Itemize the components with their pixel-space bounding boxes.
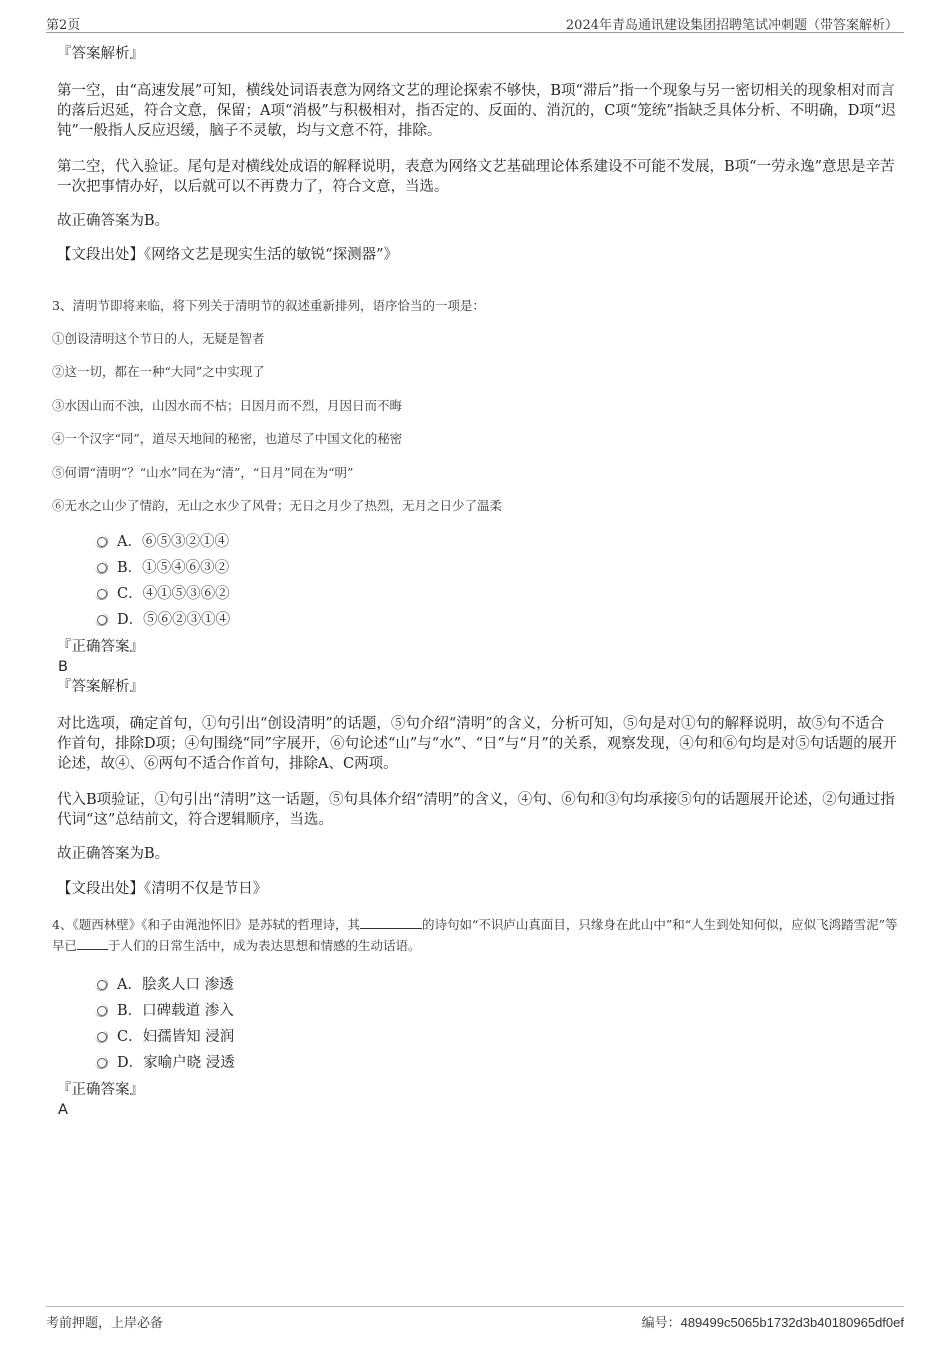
analysis-conclusion: 故正确答案为B。 bbox=[57, 213, 170, 229]
sentence-item: ①创设清明这个节日的人，无疑是智者 bbox=[52, 331, 265, 346]
analysis-paragraph: 代入B项验证，①句引出“清明”这一话题，⑤句具体介绍“清明”的含义，④句、⑥句和③句均承接⑤句的话题展开论述，②句通过指代词“这”总结前文，符合逻辑顺序，当选。 bbox=[57, 792, 895, 828]
option-label: D．⑤⑥②③①④ bbox=[117, 612, 231, 628]
sentence-item: ④一个汉字“同”，道尽天地间的秘密，也道尽了中国文化的秘密 bbox=[52, 431, 403, 446]
option-d[interactable] bbox=[97, 607, 898, 633]
question-stem bbox=[52, 914, 898, 956]
correct-answer-value: B bbox=[58, 659, 68, 675]
page-header bbox=[46, 12, 904, 33]
analysis-conclusion: 故正确答案为B。 bbox=[57, 846, 170, 862]
option-d[interactable] bbox=[97, 1050, 898, 1076]
sentence-item: ⑤何谓“清明”？“山水”同在为“清”，“日月”同在为“明” bbox=[52, 465, 354, 480]
code-label: 编号： bbox=[641, 1316, 681, 1331]
footer-slogan: 考前押题，上岸必备 bbox=[46, 1316, 164, 1331]
analysis-paragraph: 第一空，由“高速发展”可知，横线处词语表意为网络文艺的理论探索不够快，B项“滞后”指一个现象与另一密切相关的现象相对而言的落后迟延，符合文意，保留；A项“消极”与积极相对，指否定的、反面的、消沉的，C项“笼统”指缺乏具体分析、不明确，D项“迟钝”一般指人反应迟缓，脑子不灵敏，均与文意不符，排除。 bbox=[57, 83, 896, 139]
sentence-item: ⑥无水之山少了情韵，无山之水少了风骨；无日之月少了热烈，无月之日少了温柔 bbox=[52, 498, 503, 513]
option-a[interactable] bbox=[97, 529, 898, 555]
option-label: A．脍炙人口 渗透 bbox=[117, 977, 234, 993]
radio-icon[interactable] bbox=[97, 537, 107, 547]
document-title: 2024年青岛通讯建设集团招聘笔试冲刺题（带答案解析） bbox=[565, 18, 898, 33]
correct-answer-label: 『正确答案』 bbox=[57, 639, 144, 655]
blank-2 bbox=[77, 937, 108, 950]
option-label: B．口碑载道 渗入 bbox=[117, 1003, 234, 1019]
option-label: C．妇孺皆知 浸润 bbox=[117, 1029, 235, 1045]
stem-text: 的诗句如“不识庐山真面目，只缘身在此山中”和“人生到处知何似，应似飞鸿踏雪泥”等早已 bbox=[52, 917, 898, 953]
code-value: 489499c5065b1732d3b40180965df0ef bbox=[680, 1315, 904, 1330]
question-3 bbox=[52, 295, 898, 899]
passage-source: 【文段出处】《网络文艺是现实生活的敏锐“探测器”》 bbox=[57, 247, 399, 263]
page-content bbox=[52, 44, 898, 1120]
footer-divider bbox=[46, 1306, 904, 1307]
analysis-paragraph: 对比选项，确定首句，①句引出“创设清明”的话题，⑤句介绍“清明”的含义，分析可知，⑤句是对①句的解释说明，故⑤句不适合作首句，排除D项；④句围绕“同”字展开，⑥句论述“山”与“水”、“日”与“月”的关系，观察发现，④句和⑥句均是对⑤句话题的展开论述，故④、⑥两句不适合作首句，排除A、C两项。 bbox=[57, 716, 897, 772]
radio-icon[interactable] bbox=[97, 1032, 107, 1042]
radio-icon[interactable] bbox=[97, 1058, 107, 1068]
option-label: C．④①⑤③⑥② bbox=[117, 586, 230, 602]
option-list bbox=[97, 529, 898, 633]
radio-icon[interactable] bbox=[97, 563, 107, 573]
question-4 bbox=[52, 914, 898, 1120]
option-c[interactable] bbox=[97, 1024, 898, 1050]
correct-answer-value: A bbox=[58, 1102, 68, 1118]
document-code bbox=[642, 1312, 904, 1331]
option-c[interactable] bbox=[97, 581, 898, 607]
analysis-label: 『答案解析』 bbox=[57, 679, 144, 695]
q2-analysis bbox=[57, 44, 898, 265]
passage-source: 【文段出处】《清明不仅是节日》 bbox=[57, 881, 268, 897]
stem-text: 4、《题西林壁》《和子由渑池怀旧》是苏轼的哲理诗，其 bbox=[52, 917, 360, 932]
option-list bbox=[97, 972, 898, 1076]
radio-icon[interactable] bbox=[97, 589, 107, 599]
stem-text: 于人们的日常生活中，成为表达思想和情感的生动话语。 bbox=[108, 938, 421, 953]
option-label: A．⑥⑤③②①④ bbox=[117, 534, 229, 550]
blank-1 bbox=[360, 916, 422, 929]
radio-icon[interactable] bbox=[97, 615, 107, 625]
page-number: 第2页 bbox=[46, 18, 81, 33]
sentence-item: ③水因山而不浊，山因水而不枯；日因月而不烈，月因日而不晦 bbox=[52, 398, 403, 413]
option-label: D．家喻户晓 浸透 bbox=[117, 1055, 235, 1071]
sentence-item: ②这一切，都在一种“大同”之中实现了 bbox=[52, 364, 265, 379]
radio-icon[interactable] bbox=[97, 980, 107, 990]
question-stem: 3、清明节即将来临，将下列关于清明节的叙述重新排列，语序恰当的一项是： bbox=[52, 298, 485, 313]
option-label: B．①⑤④⑥③② bbox=[117, 560, 230, 576]
option-a[interactable] bbox=[97, 972, 898, 998]
option-b[interactable] bbox=[97, 555, 898, 581]
analysis-paragraph: 第二空，代入验证。尾句是对横线处成语的解释说明，表意为网络文艺基础理论体系建设不可能不发展，B项“一劳永逸”意思是辛苦一次把事情办好，以后就可以不再费力了，符合文意，当选。 bbox=[57, 159, 895, 195]
analysis-label: 『答案解析』 bbox=[57, 46, 144, 62]
option-b[interactable] bbox=[97, 998, 898, 1024]
radio-icon[interactable] bbox=[97, 1006, 107, 1016]
correct-answer-label: 『正确答案』 bbox=[57, 1082, 144, 1098]
